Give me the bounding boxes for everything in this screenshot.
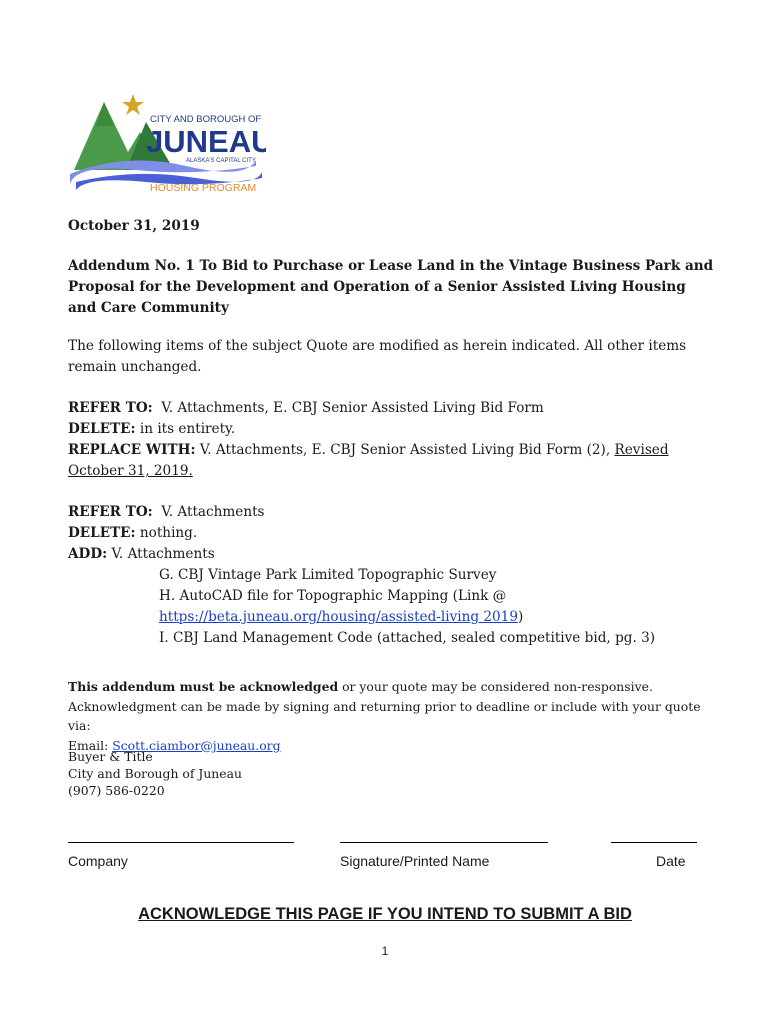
refer-label: REFER TO: [68, 400, 153, 416]
email-link[interactable]: Scott.ciambor@juneau.org [112, 737, 281, 753]
logo-line1: CITY AND BOROUGH OF [150, 114, 262, 125]
replace-line [68, 440, 708, 482]
logo-program: HOUSING PROGRAM [150, 182, 257, 194]
delete-text: nothing. [139, 525, 198, 541]
company-signature-line[interactable] [68, 842, 294, 843]
attachment-item-h: H. AutoCAD file for Topographic Mapping (Link @ [159, 588, 507, 604]
change-block-2 [68, 502, 708, 649]
acknowledgement-note [68, 677, 718, 755]
delete-label: DELETE: [68, 421, 136, 437]
document-title: Addendum No. 1 To Bid to Purchase or Lease Land in the Vintage Business Park and Proposal for the Development and Operation of a Senior Assisted Living Housing and Care Community [68, 258, 714, 316]
attachment-item-i: I. CBJ Land Management Code (attached, sealed competitive bid, pg. 3) [159, 630, 656, 646]
signature-label: Signature/Printed Name [340, 853, 490, 869]
buyer-contact [68, 748, 698, 799]
logo-graphic [66, 92, 266, 198]
cbj-housing-logo [66, 92, 266, 198]
refer-text: V. Attachments, E. CBJ Senior Assisted Living Bid Form [161, 400, 544, 416]
contact-line-2: City and Borough of Juneau [68, 766, 242, 781]
logo-line2: JUNEAU [146, 124, 266, 159]
attachment-item-g: G. CBJ Vintage Park Limited Topographic Survey [159, 567, 497, 583]
contact-line-3: (907) 586-0220 [68, 783, 165, 798]
add-line [68, 544, 708, 565]
logo-tagline: ALASKA'S CAPITAL CITY [186, 158, 256, 164]
acknowledge-banner [0, 905, 770, 924]
intro-paragraph: The following items of the subject Quote are modified as herein indicated. All other items remain unchanged. [68, 338, 687, 375]
ack-line-2: Acknowledgment can be made by signing and returning prior to deadline or include with your quote via: [68, 698, 701, 733]
document-date: October 31, 2019 [68, 218, 200, 234]
replace-label: REPLACE WITH: [68, 442, 196, 458]
replace-text: V. Attachments, E. CBJ Senior Assisted Living Bid Form (2), [199, 442, 615, 458]
refer-text: V. Attachments [161, 504, 265, 520]
delete-label: DELETE: [68, 525, 136, 541]
date-label: Date [656, 853, 686, 869]
ack-bold: This addendum must be acknowledged [68, 679, 339, 694]
refer-line [68, 398, 708, 419]
delete-line [68, 523, 708, 544]
assisted-living-link[interactable]: https://beta.juneau.org/housing/assisted-living 2019 [159, 609, 518, 625]
email-label: Email: [68, 737, 113, 753]
company-label: Company [68, 853, 128, 869]
ack-rest: or your quote may be considered non-responsive. [338, 679, 653, 694]
acknowledge-banner-text: ACKNOWLEDGE THIS PAGE IF YOU INTEND TO SUBMIT A BID [138, 905, 632, 923]
refer-label: REFER TO: [68, 504, 153, 520]
star-icon [122, 94, 144, 115]
refer-line [68, 502, 708, 523]
delete-line [68, 419, 708, 440]
page-number: 1 [381, 944, 389, 958]
date-signature-line[interactable] [611, 842, 697, 843]
add-label: ADD: [68, 546, 108, 562]
revised-date: Revised October 31, 2019. [68, 442, 669, 479]
ack-line-1 [68, 677, 718, 697]
signature-line[interactable] [340, 842, 548, 843]
attachment-item-h-link-line [68, 607, 708, 628]
contact-line-1: Buyer & Title [68, 749, 153, 764]
delete-text: in its entirety. [139, 421, 236, 437]
link-close-paren: ) [517, 609, 524, 625]
add-text: V. Attachments [111, 546, 215, 562]
change-block-1 [68, 398, 708, 482]
